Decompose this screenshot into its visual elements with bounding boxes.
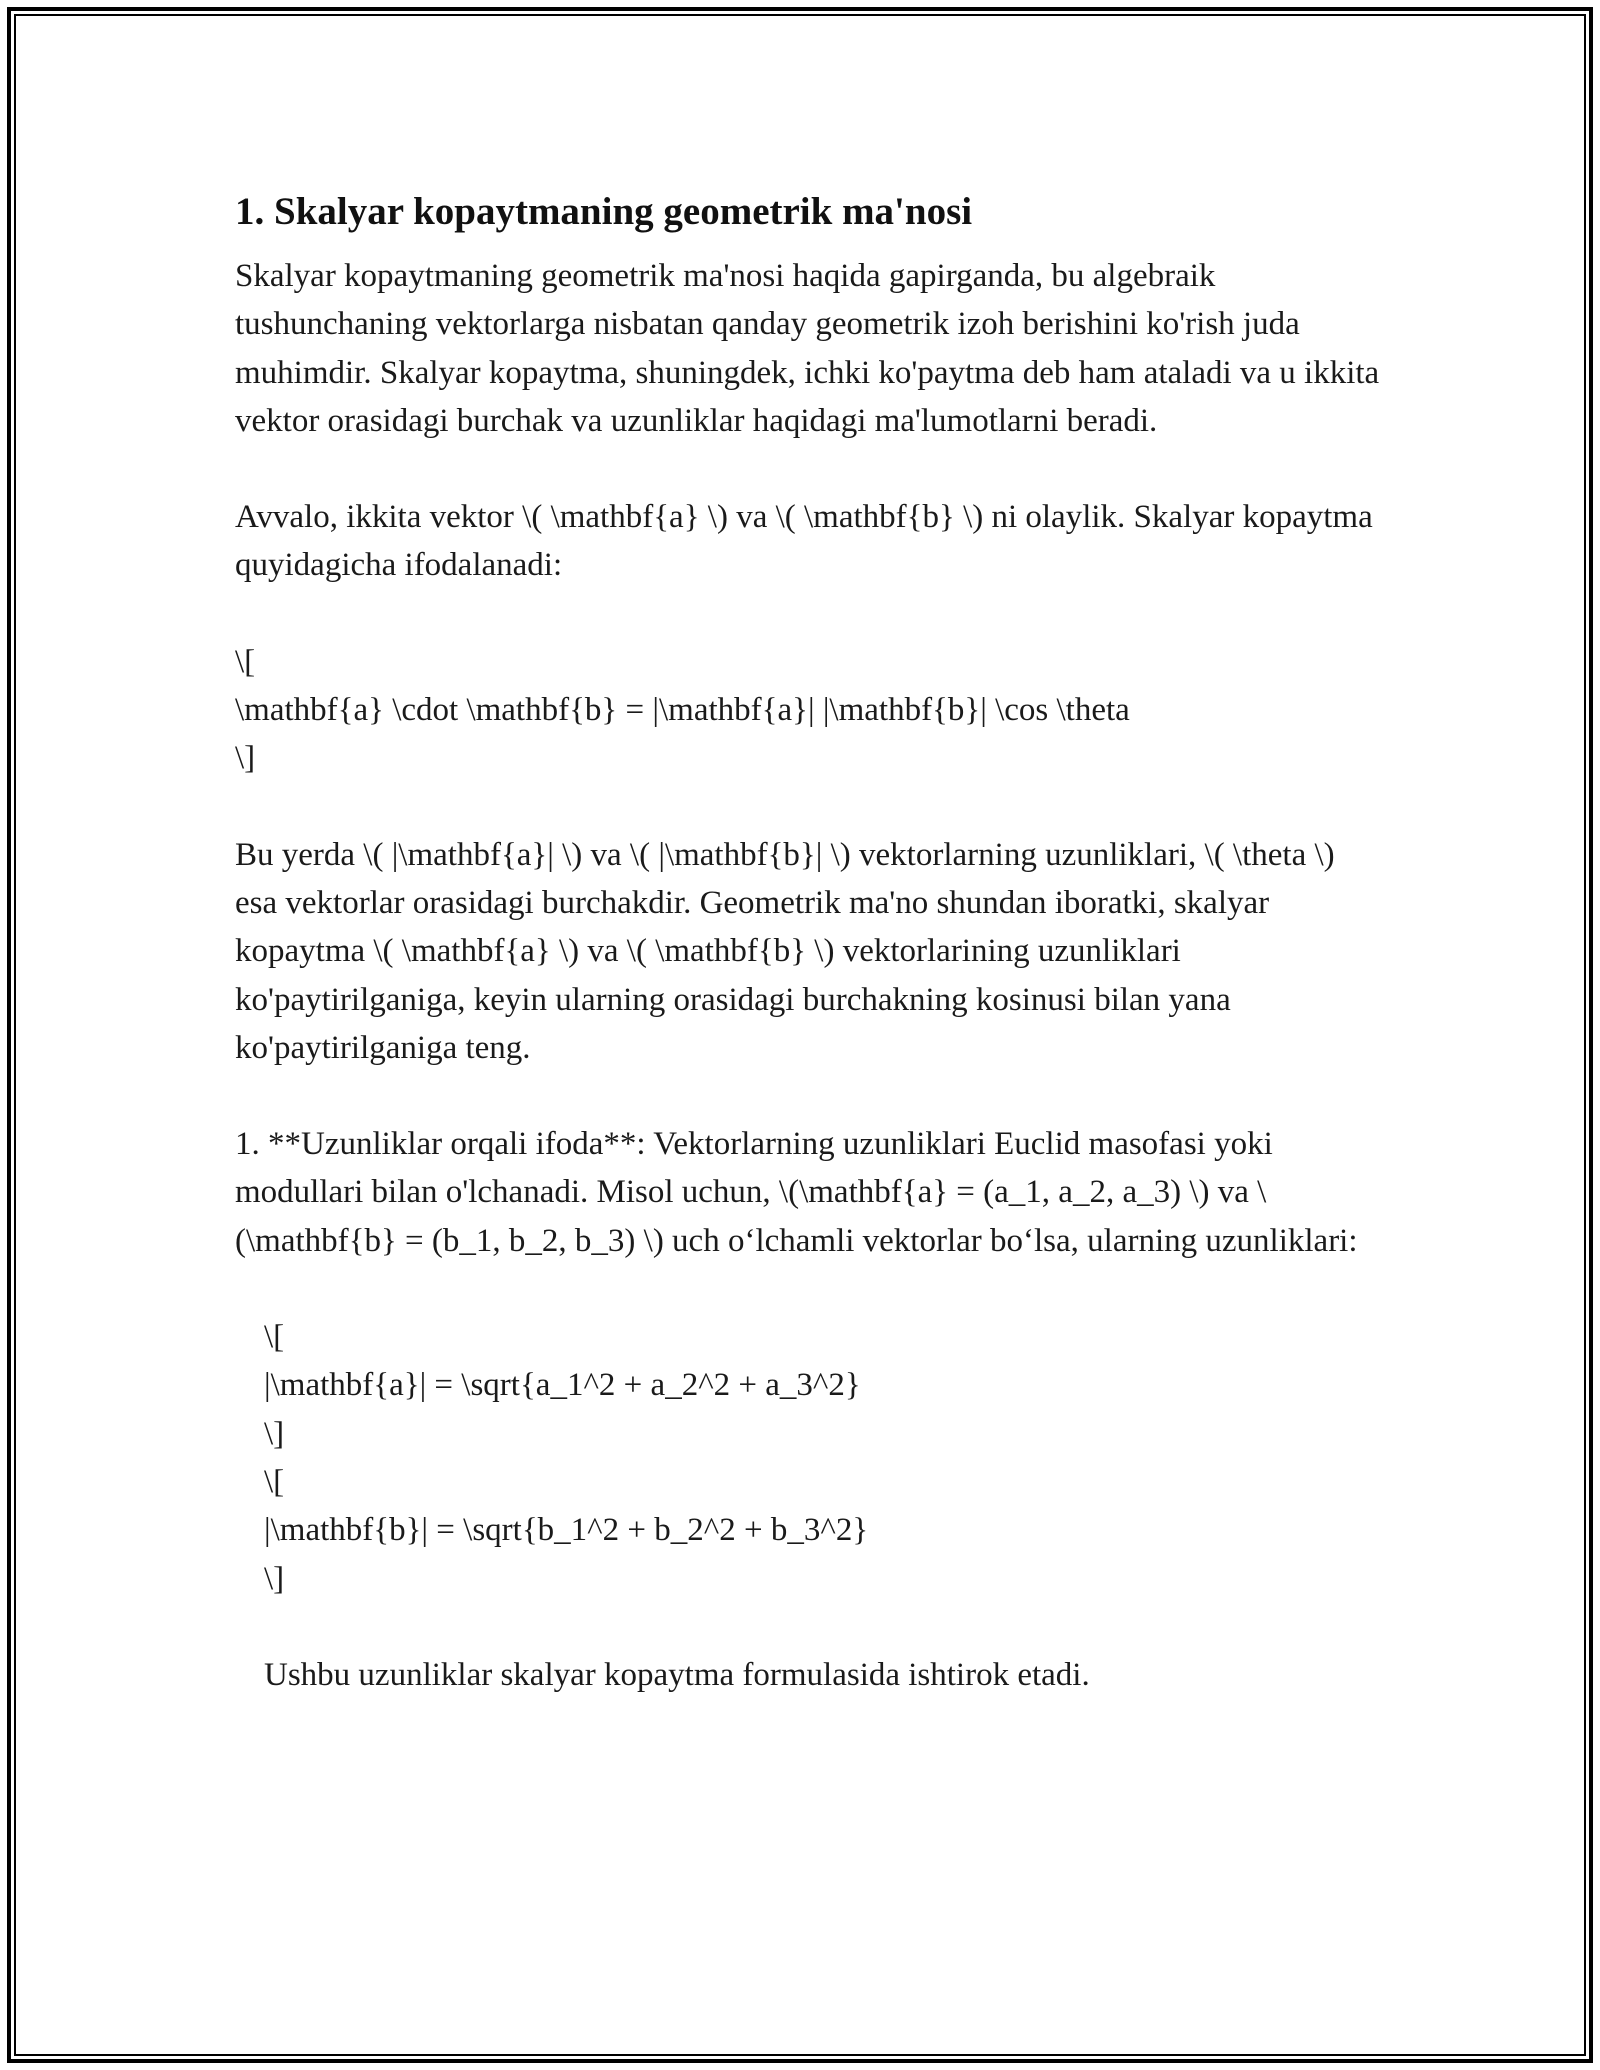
formula-dot-product: \[ \mathbf{a} \cdot \mathbf{b} = |\mathbf{a}| |\mathbf{b}| \cos \theta \] bbox=[235, 643, 1130, 777]
formula-lengths: \[ |\mathbf{a}| = \sqrt{a_1^2 + a_2^2 + a_3^2} \] \[ |\mathbf{b}| = \sqrt{b_1^2 + b_2^2 + b_3^2} \] bbox=[264, 1319, 869, 1597]
list-item-lengths: 1. **Uzunliklar orqali ifoda**: Vektorlarning uzunliklari Euclid masofasi yoki modullari bilan o'lchanadi. Misol uchun, \(\mathbf{a} = (a_1, a_2, a_3) \) va \(\mathbf{b} = (b_1, b_2, b_3) \) uch o‘lchamli vektorlar bo‘lsa, ularning uzunliklari: bbox=[235, 1126, 1358, 1259]
paragraph-explanation: Bu yerda \( |\mathbf{a}| \) va \( |\mathbf{b}| \) vektorlarning uzunliklari, \( \theta \) esa vektorlar orasidagi burchakdir. Geometrik ma'no shundan iboratki, skalyar kopaytma \( \mathbf{a} \) va \( \mathbf{b} \) vektorlarining uzunliklari ko'paytirilganiga, keyin ularning orasidagi burchakning kosinusi bilan yana ko'paytirilganiga teng. bbox=[235, 836, 1335, 1066]
document-body bbox=[235, 186, 1385, 1747]
section-heading: 1. Skalyar kopaytmaning geometrik ma'nosi bbox=[235, 190, 973, 233]
paragraph-vectors: Avvalo, ikkita vektor \( \mathbf{a} \) va \( \mathbf{b} \) ni olaylik. Skalyar kopaytma quyidagicha ifodalanadi: bbox=[235, 499, 1373, 584]
paragraph-conclusion: Ushbu uzunliklar skalyar kopaytma formulasida ishtirok etadi. bbox=[264, 1656, 1090, 1693]
paragraph-intro: Skalyar kopaytmaning geometrik ma'nosi haqida gapirganda, bu algebraik tushunchaning vektorlarga nisbatan qanday geometrik izoh berishini ko'rish juda muhimdir. Skalyar kopaytma, shuningdek, ichki ko'paytma deb ham ataladi va u ikkita vektor orasidagi burchak va uzunliklar haqidagi ma'lumotlarni beradi. bbox=[235, 258, 1380, 439]
